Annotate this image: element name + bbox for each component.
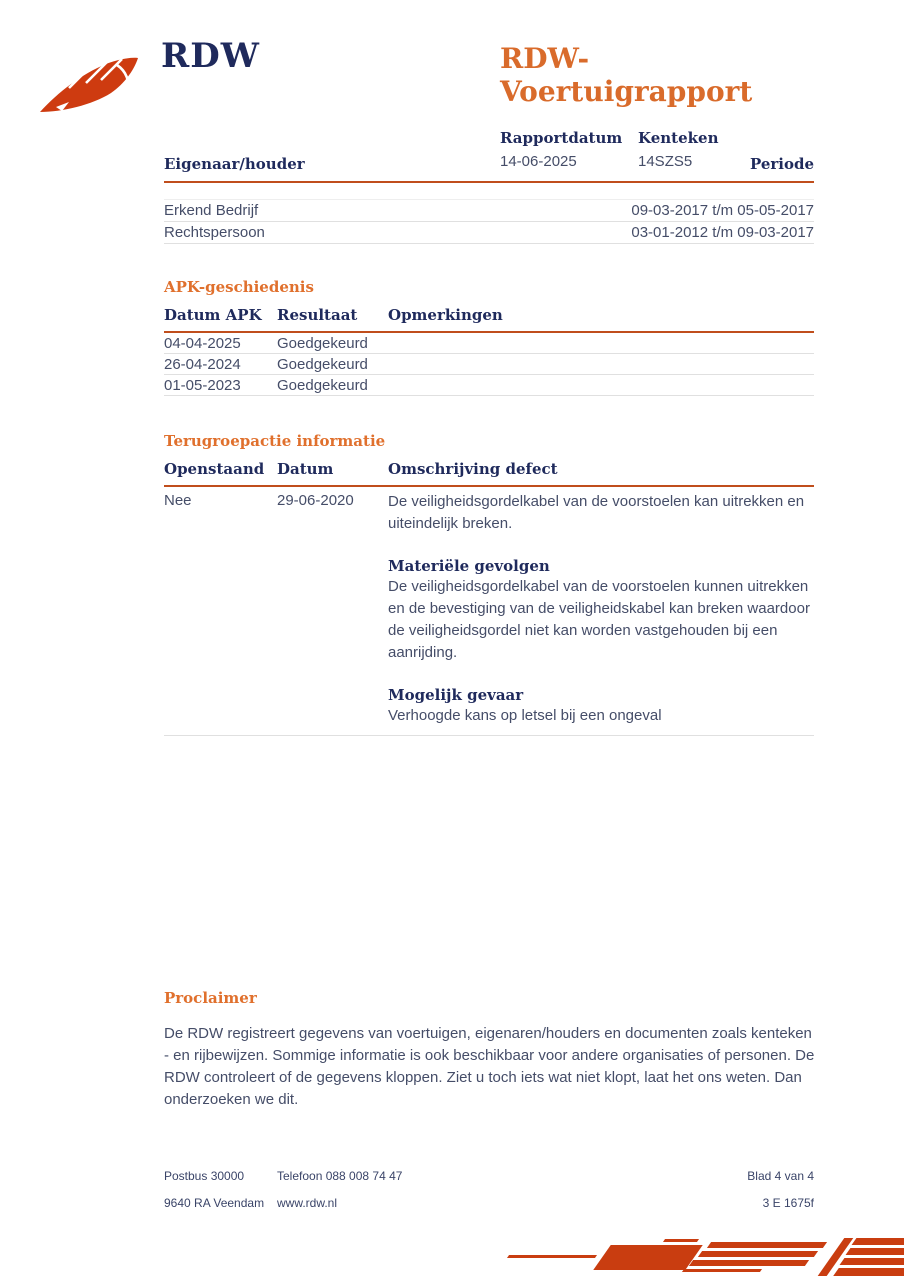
apk-table-header xyxy=(164,306,814,333)
table-row xyxy=(164,333,814,354)
page-footer xyxy=(164,1169,814,1223)
recall-col-open: Openstaand xyxy=(164,460,265,478)
owner-period: 09-03-2017 t/m 05-05-2017 xyxy=(631,202,814,219)
rdw-stripes-graphic-icon xyxy=(504,1232,904,1280)
apk-result: Goedgekeurd xyxy=(277,376,368,394)
recall-section xyxy=(164,432,814,736)
footer-website: www.rdw.nl xyxy=(277,1196,338,1210)
apk-col-result: Resultaat xyxy=(277,306,358,324)
owner-period: 03-01-2012 t/m 09-03-2017 xyxy=(631,224,814,241)
apk-history-section xyxy=(164,278,814,396)
recall-consequences-heading: Materiële gevolgen xyxy=(388,557,550,575)
recall-col-description: Omschrijving defect xyxy=(388,460,558,478)
owner-name: Erkend Bedrijf xyxy=(164,202,259,219)
recall-defect-text: De veiligheidsgordelkabel van de voorstoelen kan uitrekken en uiteindelijk breken. xyxy=(388,493,805,532)
recall-table-header xyxy=(164,460,814,487)
rdw-wordmark: RDW xyxy=(161,36,260,76)
owner-table-header xyxy=(164,155,814,183)
recall-danger-text: Verhoogde kans op letsel bij een ongeval xyxy=(388,707,662,724)
period-heading: Periode xyxy=(749,155,814,173)
footer-doc-code: 3 E 1675f xyxy=(762,1196,814,1210)
apk-date: 04-04-2025 xyxy=(164,334,241,352)
recall-consequences-text: De veiligheidsgordelkabel van de voorstoelen kunnen uitrekken en de bevestiging van de veiligheidskabel kan breken waardoor de veiligheidsgordel niet kan worden vastgehouden bij een aanrijding. xyxy=(388,578,810,661)
recall-col-date: Datum xyxy=(277,460,334,478)
license-plate-label: Kenteken xyxy=(638,129,719,147)
proclaimer-section xyxy=(164,989,816,1111)
recall-section-heading: Terugroepactie informatie xyxy=(164,432,386,450)
apk-col-remarks: Opmerkingen xyxy=(388,306,503,324)
proclaimer-body: De RDW registreert gegevens van voertuigen, eigenaren/houders en documenten zoals kenteken - en rijbewijzen. Sommige informatie is ook beschikbaar voor andere organisaties of personen. De RDW controleert of de gegevens kloppen. Ziet u toch iets wat niet klopt, laat het ons weten. Dan onderzoeken we dit. xyxy=(164,1025,815,1108)
title-block xyxy=(500,42,830,170)
table-row xyxy=(164,222,814,244)
apk-result: Goedgekeurd xyxy=(277,334,368,352)
report-date-label: Rapportdatum xyxy=(500,129,623,147)
recall-danger-heading: Mogelijk gevaar xyxy=(388,686,524,704)
apk-col-date: Datum APK xyxy=(164,306,262,324)
main-content xyxy=(164,155,814,736)
recall-date-value: 29-06-2020 xyxy=(277,492,354,509)
apk-section-heading: APK-geschiedenis xyxy=(164,278,314,296)
footer-address-line2: 9640 RA Veendam xyxy=(164,1196,265,1210)
proclaimer-heading: Proclaimer xyxy=(164,989,257,1007)
apk-date: 01-05-2023 xyxy=(164,376,241,394)
owner-name: Rechtspersoon xyxy=(164,224,265,241)
rdw-wing-logo-icon xyxy=(36,50,150,123)
owner-table-spacer xyxy=(164,183,814,200)
recall-detail xyxy=(388,491,814,727)
apk-result: Goedgekeurd xyxy=(277,355,368,373)
owner-section xyxy=(164,155,814,244)
apk-date: 26-04-2024 xyxy=(164,355,241,373)
footer-page-indicator: Blad 4 van 4 xyxy=(747,1169,814,1183)
table-row xyxy=(164,375,814,396)
report-date-value: 14-06-2025 xyxy=(500,153,577,170)
footer-phone: Telefoon 088 008 74 47 xyxy=(277,1169,403,1183)
table-row xyxy=(164,487,814,736)
owner-heading: Eigenaar/houder xyxy=(164,155,305,173)
table-row xyxy=(164,354,814,375)
page-title: RDW-Voertuigrapport xyxy=(500,42,753,108)
license-plate-value: 14SZS5 xyxy=(638,153,693,170)
recall-open-value: Nee xyxy=(164,492,192,509)
table-row xyxy=(164,200,814,222)
footer-address-line1: Postbus 30000 xyxy=(164,1169,245,1183)
